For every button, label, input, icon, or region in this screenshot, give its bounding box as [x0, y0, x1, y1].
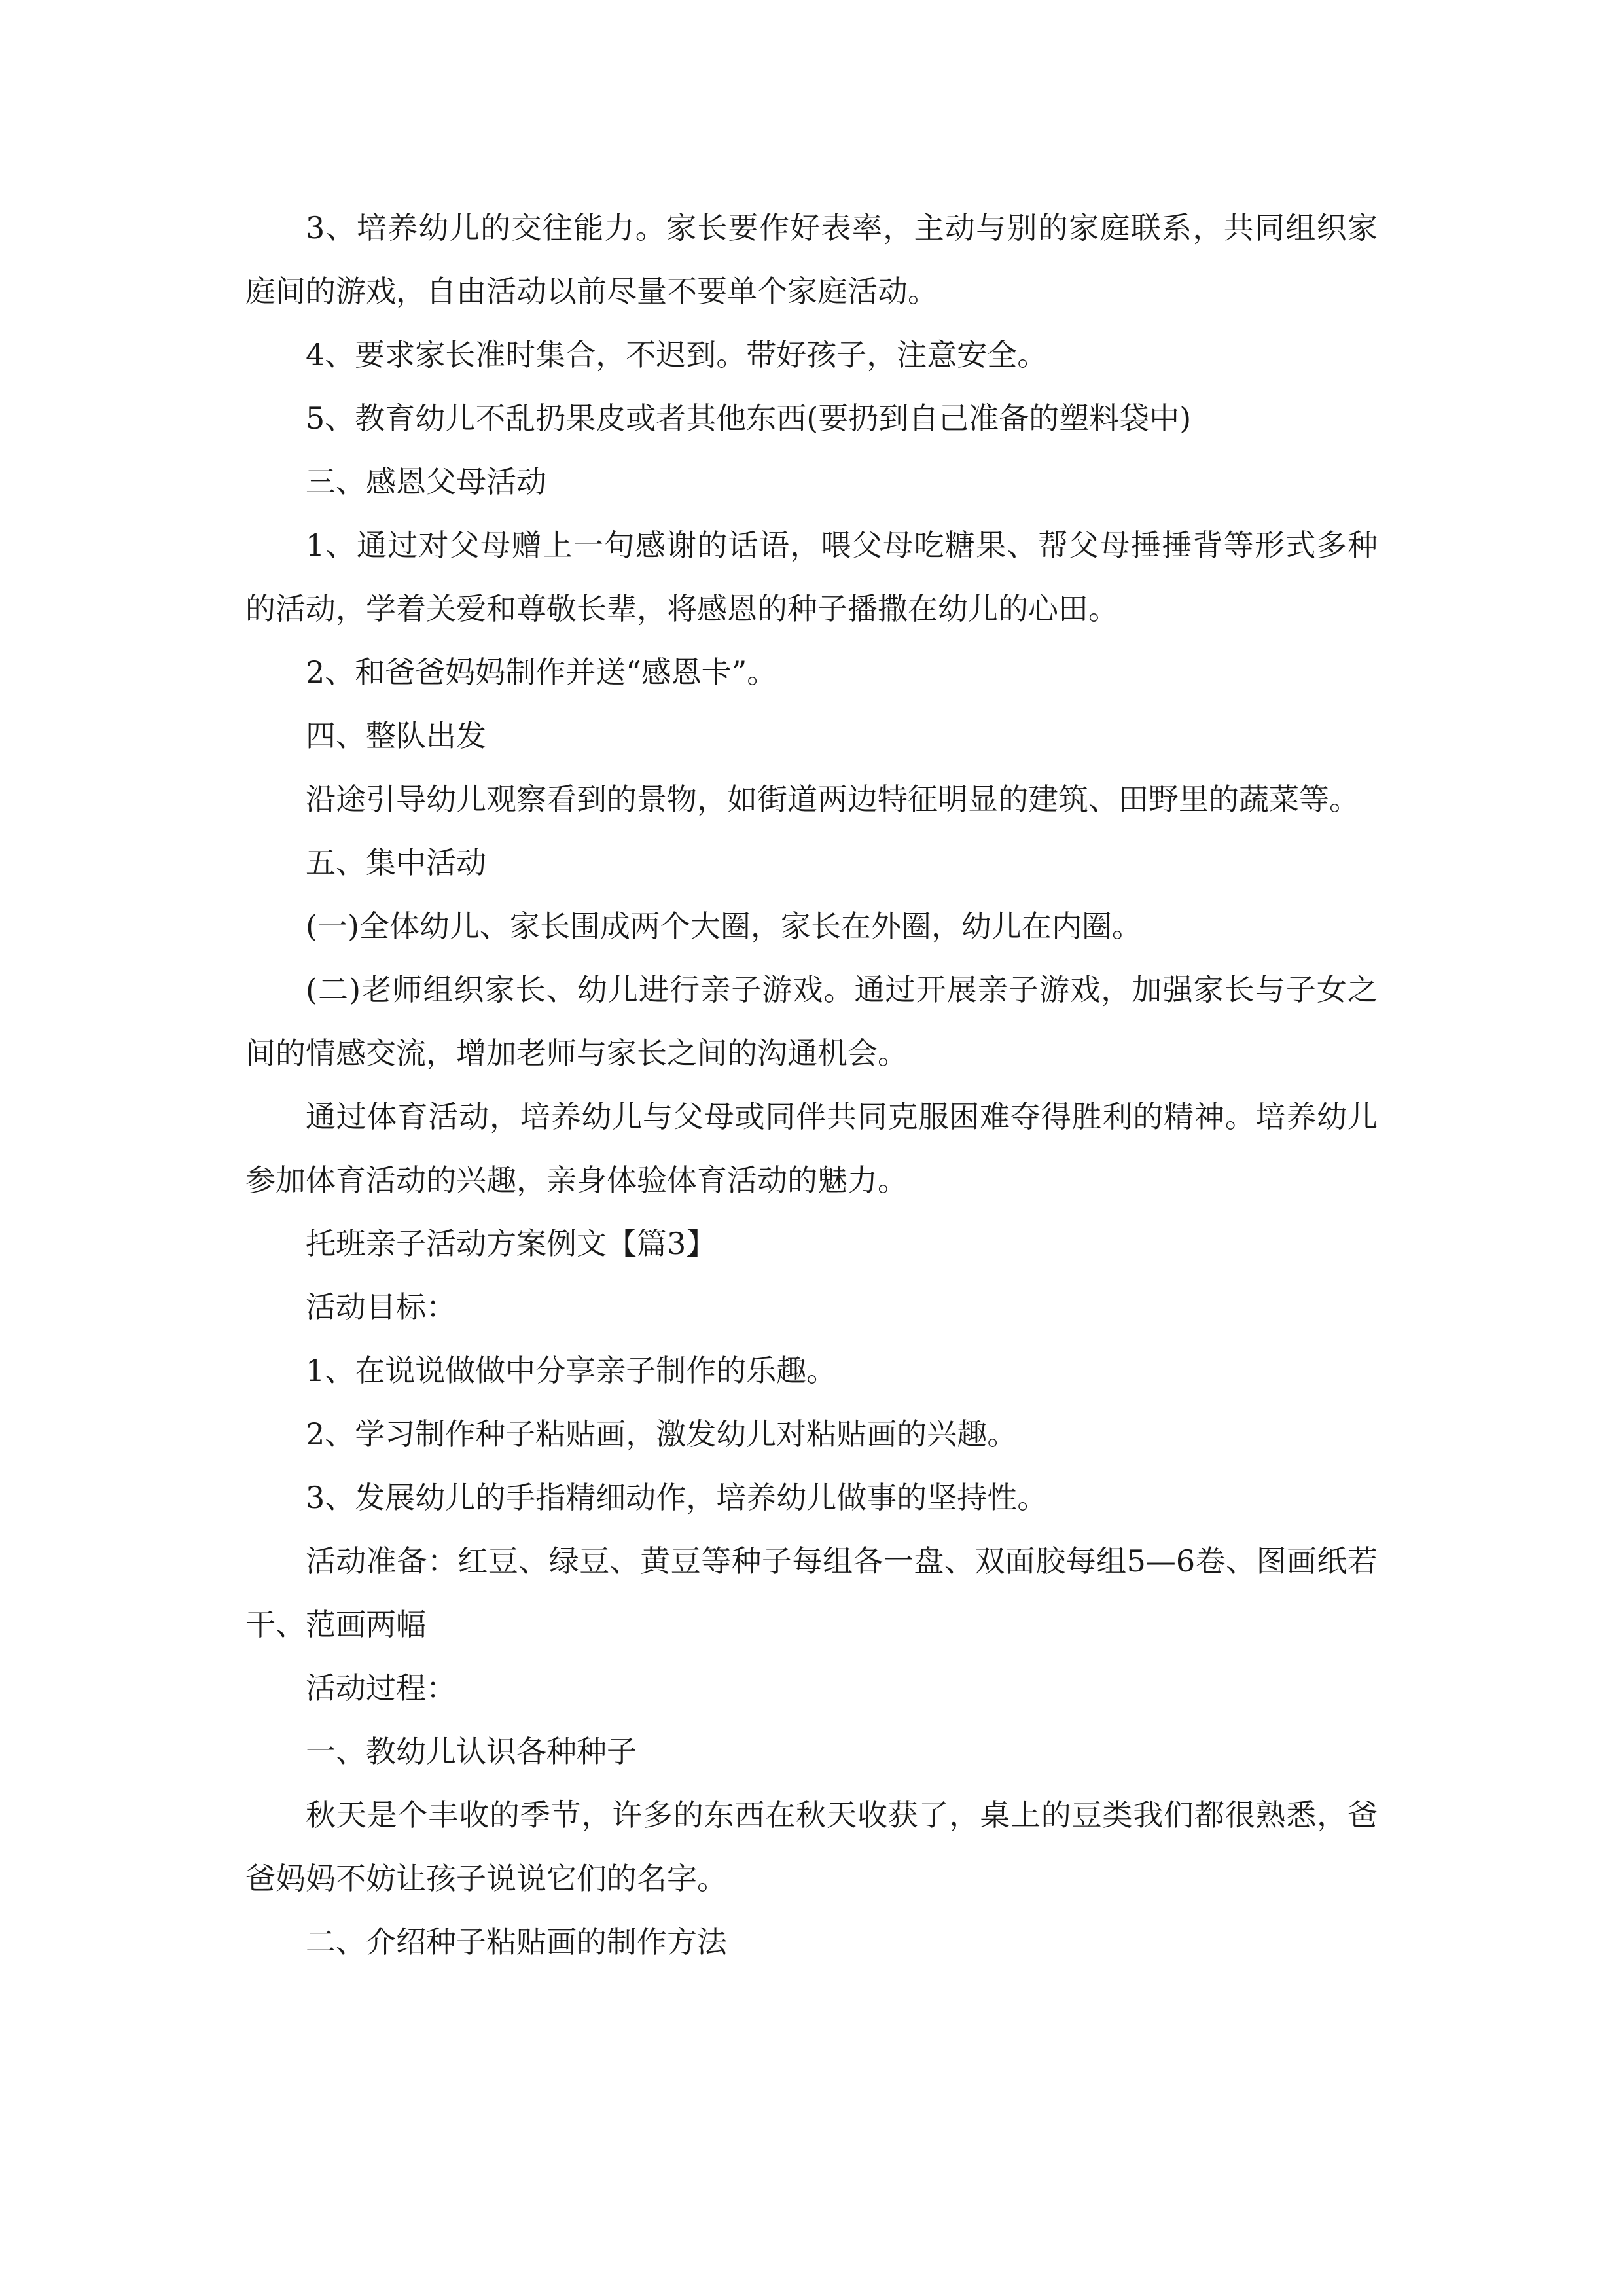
- paragraph-activity-2: (二)老师组织家长、幼儿进行亲子游戏。通过开展亲子游戏，加强家长与子女之间的情感交流，增加老师与家长之间的沟通机会。: [245, 972, 1378, 1071]
- paragraph-goal-3: 3、发展幼儿的手指精细动作，培养幼儿做事的坚持性。: [306, 1480, 1048, 1515]
- heading-goals: 活动目标：: [306, 1289, 456, 1325]
- article-title-part-3: 托班亲子活动方案例文【篇3】: [306, 1226, 717, 1261]
- paragraph-gratitude-1: 1、通过对父母赠上一句感谢的话语，喂父母吃糖果、帮父母捶捶背等形式多种的活动，学着关爱和尊敬长辈，将感恩的种子播撒在幼儿的心田。: [245, 528, 1378, 626]
- section-heading-seeds: 一、教幼儿认识各种种子: [306, 1734, 637, 1769]
- paragraph-goal-2: 2、学习制作种子粘贴画，激发幼儿对粘贴画的兴趣。: [306, 1416, 1018, 1452]
- section-heading-activity: 五、集中活动: [306, 845, 486, 880]
- paragraph-point-5: 5、教育幼儿不乱扔果皮或者其他东西(要扔到自己准备的塑料袋中): [306, 401, 1192, 436]
- paragraph-gratitude-2: 2、和爸爸妈妈制作并送“感恩卡”。: [306, 655, 777, 690]
- section-heading-method: 二、介绍种子粘贴画的制作方法: [306, 1924, 727, 1960]
- paragraph-activity-1: (一)全体幼儿、家长围成两个大圈，家长在外圈，幼儿在内圈。: [306, 908, 1142, 944]
- section-heading-depart: 四、整队出发: [306, 718, 486, 753]
- paragraph-seeds: 秋天是个丰收的季节，许多的东西在秋天收获了，桌上的豆类我们都很熟悉，爸爸妈妈不妨让孩子说说它们的名字。: [245, 1797, 1378, 1896]
- paragraph-point-4: 4、要求家长准时集合，不迟到。带好孩子，注意安全。: [306, 337, 1048, 372]
- heading-process: 活动过程：: [306, 1670, 456, 1706]
- section-heading-gratitude: 三、感恩父母活动: [306, 464, 546, 499]
- paragraph-point-3: 3、培养幼儿的交往能力。家长要作好表率，主动与别的家庭联系，共同组织家庭间的游戏，自由活动以前尽量不要单个家庭活动。: [245, 210, 1378, 309]
- paragraph-preparation: 活动准备：红豆、绿豆、黄豆等种子每组各一盘、双面胶每组5—6卷、图画纸若干、范画两幅: [245, 1543, 1378, 1642]
- paragraph-depart: 沿途引导幼儿观察看到的景物，如街道两边特征明显的建筑、田野里的蔬菜等。: [306, 781, 1359, 817]
- paragraph-goal-1: 1、在说说做做中分享亲子制作的乐趣。: [306, 1353, 837, 1388]
- document-body: [245, 196, 1378, 1974]
- paragraph-sports: 通过体育活动，培养幼儿与父母或同伴共同克服困难夺得胜利的精神。培养幼儿参加体育活动的兴趣，亲身体验体育活动的魅力。: [245, 1099, 1378, 1198]
